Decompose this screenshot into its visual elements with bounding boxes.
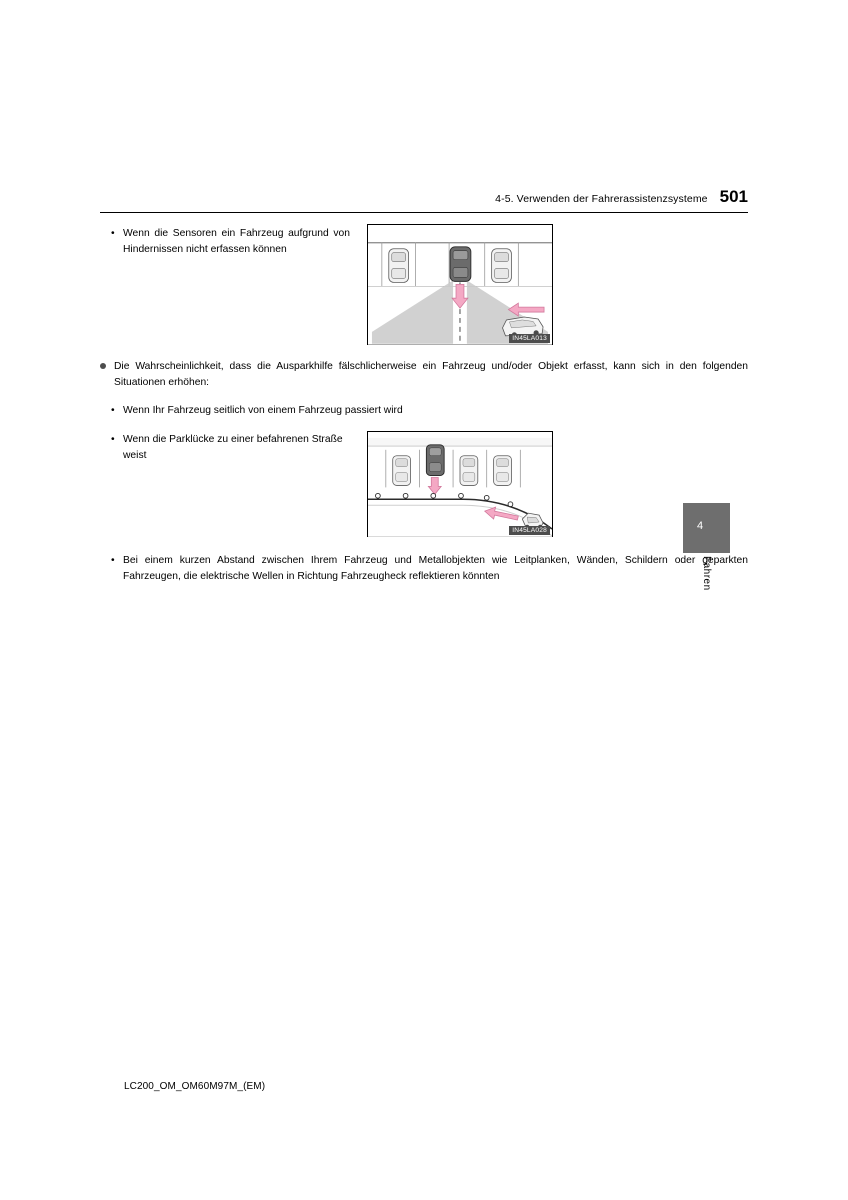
round-bullet-icon — [100, 359, 114, 391]
figure-two-code: IN45LA028 — [509, 526, 550, 535]
bullet-marker: • — [111, 228, 115, 239]
page-number: 501 — [719, 187, 748, 206]
header-divider — [100, 212, 748, 213]
chapter-number: 4 — [697, 520, 704, 532]
page-header — [100, 188, 748, 205]
bullet-item-sensors — [100, 224, 350, 345]
figure-one-code: IN45LA013 — [509, 334, 550, 343]
parked-car-left — [389, 249, 409, 283]
chapter-tab — [683, 503, 730, 553]
paragraph-false-detection — [100, 359, 748, 391]
bullet-text: Wenn Ihr Fahrzeug seitlich von einem Fahrzeug passiert wird — [123, 404, 403, 416]
chapter-label — [683, 556, 730, 594]
figure-one — [367, 224, 553, 345]
figure-one-illustration — [368, 225, 552, 345]
chapter-label-text: Fahren — [701, 556, 712, 591]
content-block-one — [100, 224, 748, 345]
parked-car-right — [492, 249, 512, 283]
bullet-text: Wenn die Sensoren ein Fahrzeug aufgrund von Hindernissen nicht erfassen können — [123, 228, 350, 255]
bullet-marker: • — [111, 404, 115, 416]
section-title: 4-5. Verwenden der Fahrerassistenzsysteme — [495, 193, 708, 205]
figure-two-wrapper — [367, 431, 553, 537]
bullet-marker: • — [111, 433, 115, 445]
bullet-marker: • — [111, 554, 115, 566]
figure-two — [367, 431, 553, 537]
figure-one-wrapper — [367, 224, 553, 345]
bullet-text: Bei einem kurzen Abstand zwischen Ihrem Fahrzeug und Metallobjekten wie Leitplanken, Wänden, Schildern oder geparkten Fahrzeugen, die elektrische Wellen in Richtung Fahrzeugheck reflektieren könnten — [123, 554, 748, 582]
page-content — [100, 224, 748, 585]
own-vehicle — [426, 445, 444, 476]
bullet-item-side-pass — [100, 403, 748, 419]
bullet-text: Wenn die Parklücke zu einer befahrenen Straße weist — [123, 433, 343, 461]
figure-two-illustration — [368, 432, 552, 537]
own-vehicle — [450, 247, 471, 282]
bullet-item-metal-objects — [100, 553, 748, 585]
paragraph-text: Die Wahrscheinlichkeit, dass die Ausparkhilfe fälschlicherweise ein Fahrzeug und/oder Objekt erfasst, kann sich in den folgenden Situationen erhöhen: — [114, 361, 748, 388]
footer-document-code: LC200_OM_OM60M97M_(EM) — [124, 1081, 266, 1092]
content-block-two — [100, 431, 748, 537]
bullet-item-busy-road — [100, 431, 350, 537]
